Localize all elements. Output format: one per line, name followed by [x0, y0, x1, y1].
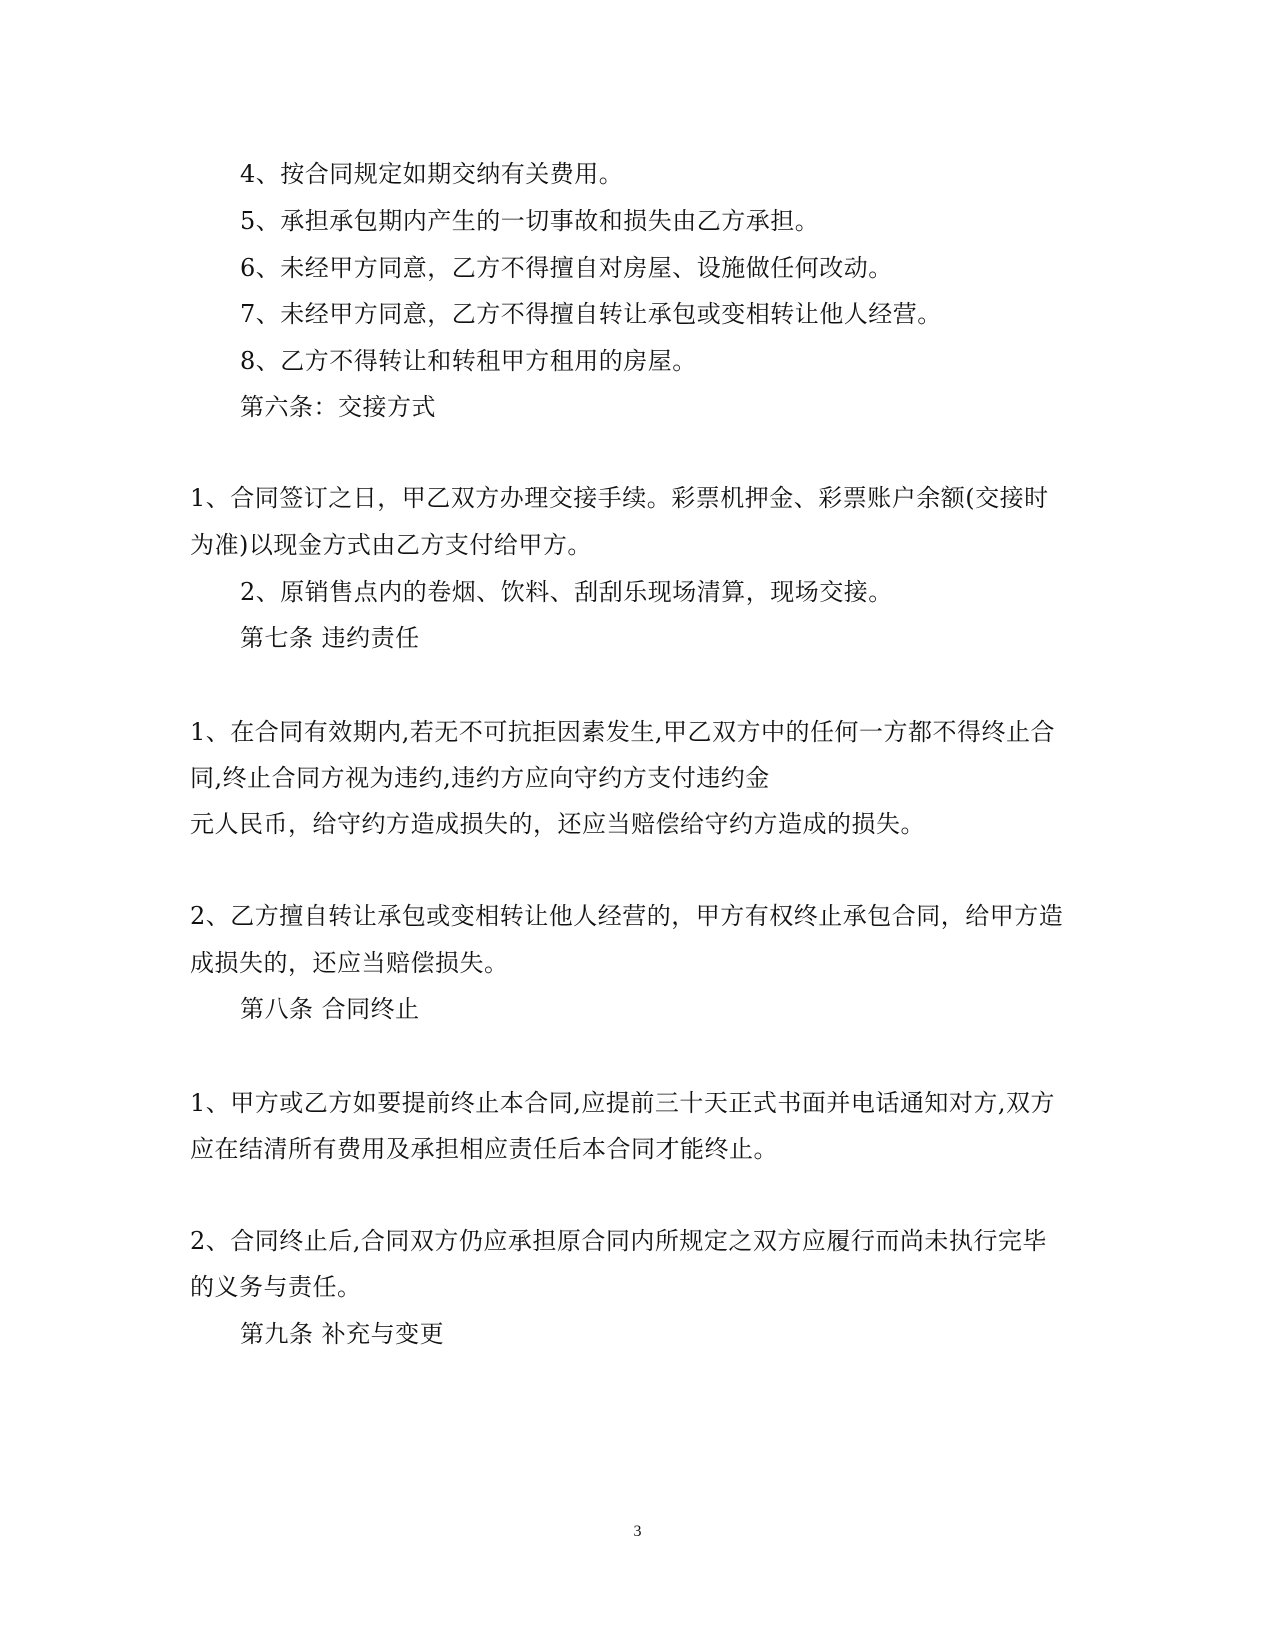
article-7-item-1-line-3: 元人民币，给守约方造成损失的，还应当赔偿给守约方造成的损失。 — [190, 810, 925, 838]
article-7-heading: 第七条 违约责任 — [240, 624, 420, 652]
page-number: 3 — [633, 1523, 642, 1540]
article-8-item-2-line-1: 2、合同终止后,合同双方仍应承担原合同内所规定之双方应履行而尚未执行完毕 — [190, 1227, 1047, 1255]
article-6-item-2: 2、原销售点内的卷烟、饮料、刮刮乐现场清算，现场交接。 — [240, 578, 893, 606]
clause-item-6: 6、未经甲方同意，乙方不得擅自对房屋、设施做任何改动。 — [240, 254, 893, 282]
article-8-item-1-line-2: 应在结清所有费用及承担相应责任后本合同才能终止。 — [190, 1135, 778, 1163]
clause-item-7: 7、未经甲方同意，乙方不得擅自转让承包或变相转让他人经营。 — [240, 300, 942, 328]
article-7-item-1-line-2: 同,终止合同方视为违约,违约方应向守约方支付违约金 — [190, 764, 770, 792]
clause-item-5: 5、承担承包期内产生的一切事故和损失由乙方承担。 — [240, 207, 820, 235]
article-7-item-2-line-1: 2、乙方擅自转让承包或变相转让他人经营的，甲方有权终止承包合同，给甲方造 — [190, 902, 1064, 930]
clause-item-8: 8、乙方不得转让和转租甲方租用的房屋。 — [240, 347, 697, 375]
article-9-heading: 第九条 补充与变更 — [240, 1320, 445, 1348]
article-6-item-1-line-1: 1、合同签订之日，甲乙双方办理交接手续。彩票机押金、彩票账户余额(交接时 — [190, 484, 1049, 512]
clause-item-4: 4、按合同规定如期交纳有关费用。 — [240, 160, 624, 188]
article-8-item-2-line-2: 的义务与责任。 — [190, 1273, 362, 1301]
article-6-heading: 第六条：交接方式 — [240, 393, 436, 421]
article-6-item-1-line-2: 为准)以现金方式由乙方支付给甲方。 — [190, 531, 592, 559]
article-8-item-1-line-1: 1、甲方或乙方如要提前终止本合同,应提前三十天正式书面并电话通知对方,双方 — [190, 1089, 1056, 1117]
article-7-item-2-line-2: 成损失的，还应当赔偿损失。 — [190, 949, 509, 977]
article-8-heading: 第八条 合同终止 — [240, 995, 420, 1023]
article-7-item-1-line-1: 1、在合同有效期内,若无不可抗拒因素发生,甲乙双方中的任何一方都不得终止合 — [190, 718, 1056, 746]
